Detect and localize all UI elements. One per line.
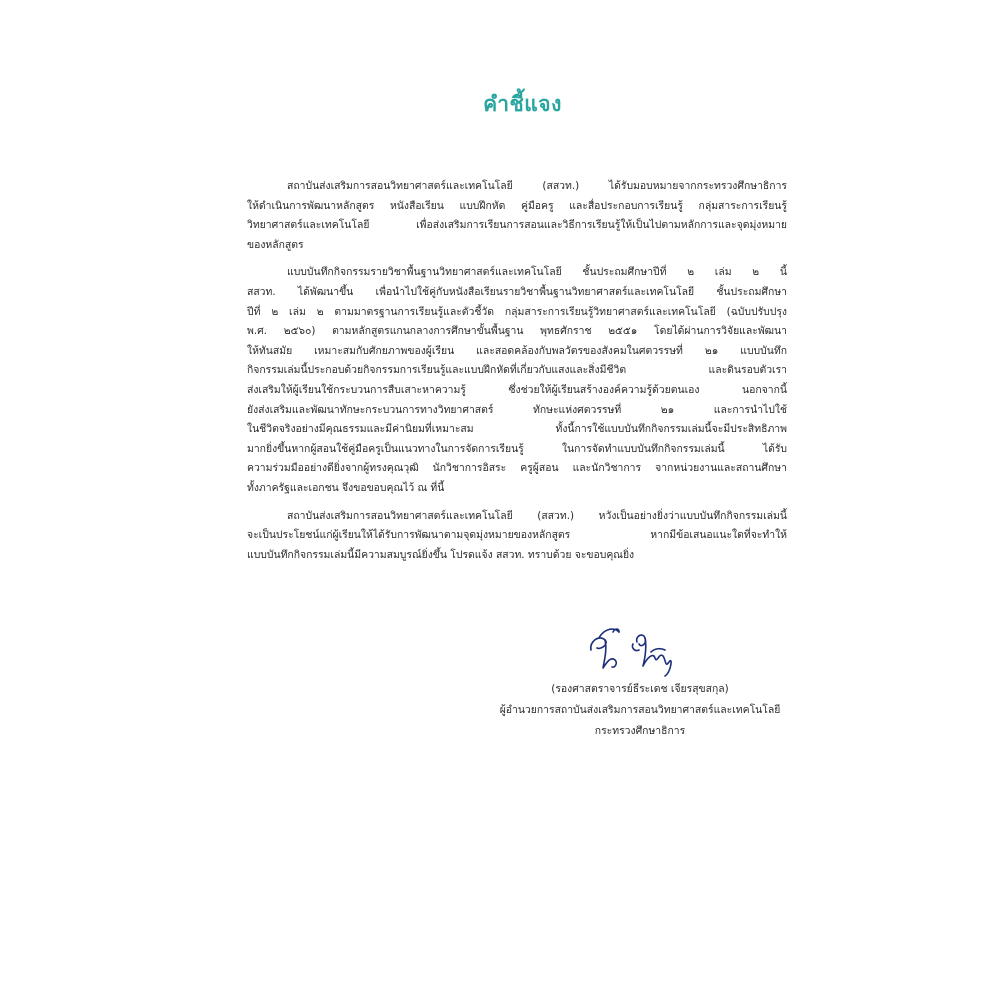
signature-stroke bbox=[632, 644, 639, 651]
paragraph-line: ในชีวิตจริงอย่างมีคุณธรรมและมีค่านิยมที่เหมาะสม ทั้งนี้การใช้แบบบันทึกกิจกรรมเล่มนี้จะมีประสิทธิภาพ bbox=[247, 423, 787, 436]
signer-name: (รองศาสตราจารย์ธีระเดช เจียรสุขสกุล) bbox=[551, 683, 729, 695]
signature-stroke bbox=[643, 638, 671, 676]
paragraph-line: สถาบันส่งเสริมการสอนวิทยาศาสตร์และเทคโนโลยี (สสวท.) หวังเป็นอย่างยิ่งว่าแบบบันทึกกิจกรรมเล่มนี้ bbox=[287, 509, 787, 522]
paragraph-line: ความร่วมมืออย่างดียิ่งจากผู้ทรงคุณวุฒิ นักวิชาการอิสระ ครูผู้สอน และนักวิชาการ จากหน่วยงานและสถานศึกษา bbox=[247, 462, 787, 475]
paragraph-gap bbox=[247, 499, 787, 507]
signer-organization: กระทรวงศึกษาธิการ bbox=[594, 725, 686, 737]
signer-block bbox=[470, 679, 810, 742]
paragraph-line: ให้ทันสมัย เหมาะสมกับศักยภาพของผู้เรียน และสอดคล้องกับพลวัตรของสังคมในศตวรรษที่ ๒๑ แบบบันทึก bbox=[247, 344, 787, 357]
paragraph-line: จะเป็นประโยชน์แก่ผู้เรียนให้ได้รับการพัฒนาตามจุดมุ่งหมายของหลักสูตร หากมีข้อเสนอแนะใดที่จะทำให้ bbox=[247, 529, 787, 542]
paragraph-3 bbox=[247, 507, 787, 566]
paragraph-line: ให้ดำเนินการพัฒนาหลักสูตร หนังสือเรียน แบบฝึกหัด คู่มือครู และสื่อประกอบการเรียนรู้ กลุ่มสาระการเรียนรู้ bbox=[247, 199, 787, 212]
paragraph-line: พ.ศ. ๒๕๖๐) ตามหลักสูตรแกนกลางการศึกษาขั้นพื้นฐาน พุทธศักราช ๒๕๕๑ โดยได้ผ่านการวิจัยและพัฒนา bbox=[247, 325, 787, 338]
paragraph-line: แบบบันทึกกิจกรรมรายวิชาพื้นฐานวิทยาศาสตร์และเทคโนโลยี ชั้นประถมศึกษาปีที่ ๒ เล่ม ๒ นี้ bbox=[287, 266, 787, 279]
paragraph-line: ยังส่งเสริมและพัฒนาทักษะกระบวนการทางวิทยาศาสตร์ ทักษะแห่งศตวรรษที่ ๒๑ และการนำไปใช้ bbox=[247, 403, 787, 416]
signature-drawing bbox=[585, 612, 695, 682]
paragraph-line: สถาบันส่งเสริมการสอนวิทยาศาสตร์และเทคโนโลยี (สสวท.) ได้รับมอบหมายจากกระทรวงศึกษาธิการ bbox=[287, 180, 787, 192]
paragraph-line: ของหลักสูตร bbox=[247, 238, 304, 251]
signature-stroke bbox=[637, 635, 646, 646]
signature-stroke bbox=[591, 638, 606, 650]
signature-stroke bbox=[603, 640, 616, 668]
paragraph-line: กิจกรรมเล่มนี้ประกอบด้วยกิจกรรมการเรียนรู้และแบบฝึกหัดที่เกี่ยวกับแสงและสิ่งมีชีวิต และดินรอบตัวเรา bbox=[247, 364, 787, 377]
handwritten-signature bbox=[585, 612, 695, 682]
document-body bbox=[247, 177, 787, 565]
paragraph-2 bbox=[247, 263, 787, 498]
paragraph-1 bbox=[247, 177, 787, 255]
paragraph-line: มากยิ่งขึ้นหากผู้สอนใช้คู่มือครูเป็นแนวทางในการจัดการเรียนรู้ ในการจัดทำแบบบันทึกกิจกรรมเล่มนี้ ได้รับ bbox=[247, 442, 787, 455]
signature-stroke bbox=[651, 649, 665, 652]
signer-position: ผู้อำนวยการสถาบันส่งเสริมการสอนวิทยาศาสตร์และเทคโนโลยี bbox=[499, 704, 781, 716]
paragraph-line: ปีที่ ๒ เล่ม ๒ ตามมาตรฐานการเรียนรู้และตัวชี้วัด กลุ่มสาระการเรียนรู้วิทยาศาสตร์และเทคโนโลยี (ฉบับปรับปรุง bbox=[247, 305, 787, 318]
page-title: คำชี้แจง bbox=[483, 92, 562, 116]
paragraph-line: ส่งเสริมให้ผู้เรียนใช้กระบวนการสืบเสาะหาความรู้ ซึ่งช่วยให้ผู้เรียนสร้างองค์ความรู้ด้วยตนเอง นอกจากนี้ bbox=[247, 383, 787, 396]
paragraph-line: ทั้งภาครัฐและเอกชน จึงขอขอบคุณไว้ ณ ที่นี้ bbox=[247, 481, 445, 494]
paragraph-gap bbox=[247, 255, 787, 263]
paragraph-line: แบบบันทึกกิจกรรมเล่มนี้มีความสมบูรณ์ยิ่งขึ้น โปรดแจ้ง สสวท. ทราบด้วย จะขอบคุณยิ่ง bbox=[247, 548, 635, 561]
paragraph-line: สสวท. ได้พัฒนาขึ้น เพื่อนำไปใช้คู่กับหนังสือเรียนรายวิชาพื้นฐานวิทยาศาสตร์และเทคโนโลยี ชั้นประถมศึกษา bbox=[247, 285, 787, 298]
paragraph-line: วิทยาศาสตร์และเทคโนโลยี เพื่อส่งเสริมการเรียนการสอนและวิธีการเรียนรู้ให้เป็นไปตามหลักการและจุดมุ่งหมาย bbox=[247, 219, 787, 232]
signature-stroke bbox=[599, 629, 619, 638]
